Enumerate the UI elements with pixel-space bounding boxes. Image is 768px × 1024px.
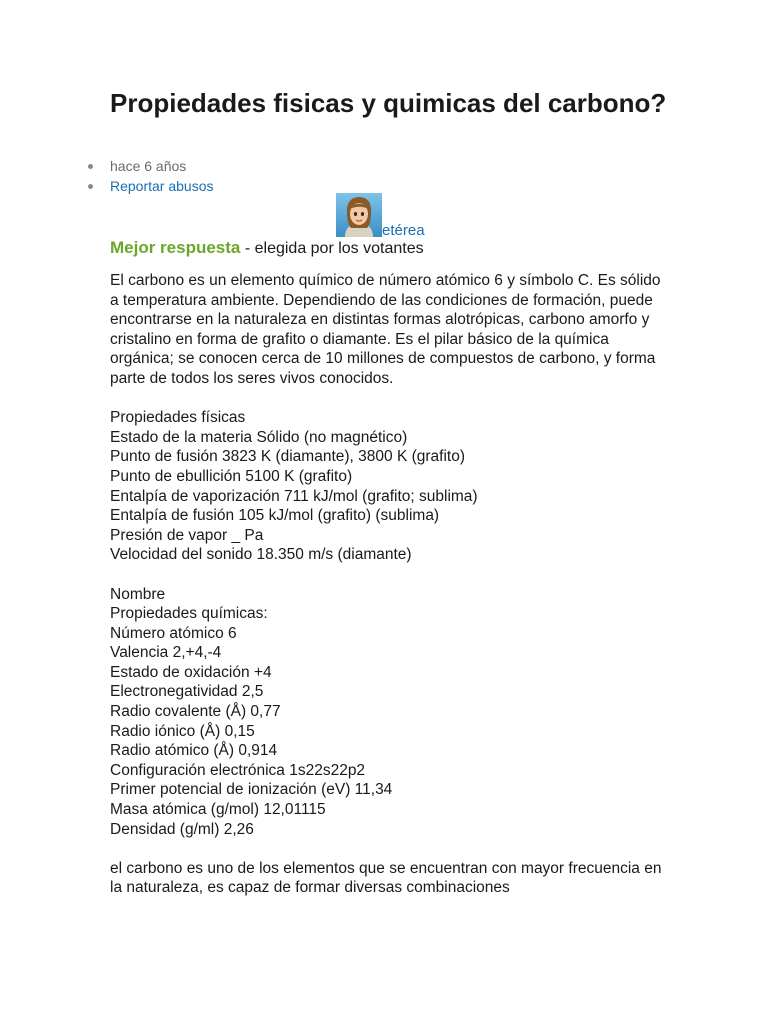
physical-line: Punto de ebullición 5100 K (grafito) [110,467,353,485]
chemical-line: Densidad (g/ml) 2,26 [110,820,254,838]
chosen-by-text: - elegida por los votantes [240,240,424,257]
physical-line: Entalpía de fusión 105 kJ/mol (grafito) (sublima) [110,507,440,525]
answer-body [110,271,670,898]
physical-line: Propiedades físicas [110,409,246,427]
best-answer-header [110,238,424,258]
bullet-icon [88,184,93,189]
paragraph-gap [110,565,670,585]
paragraph-gap [110,389,670,409]
report-abuse-link[interactable]: Reportar abusos [110,178,214,194]
physical-line: Punto de fusión 3823 K (diamante), 3800 K (grafito) [110,448,465,466]
best-answer-label: Mejor respuesta [110,238,241,257]
physical-line: Estado de la materia Sólido (no magnético) [110,428,408,446]
posted-time: hace 6 años [110,158,187,174]
chemical-line: Nombre [110,585,166,603]
meta-item-report[interactable] [110,176,214,196]
question-title: Propiedades fisicas y quimicas del carbono? [110,88,667,118]
chemical-line: Número atómico 6 [110,624,237,642]
physical-line: Entalpía de vaporización 711 kJ/mol (grafito; sublima) [110,487,478,505]
chemical-line: Electronegatividad 2,5 [110,683,264,701]
chemical-line: Radio atómico (Å) 0,914 [110,742,278,760]
physical-line: Presión de vapor _ Pa [110,526,264,544]
answer-closing: el carbono es uno de los elementos que se encuentran con mayor frecuencia en la naturaleza, es capaz de formar diversas combinaciones [110,859,662,897]
chemical-line: Radio covalente (Å) 0,77 [110,703,281,721]
user-avatar-icon[interactable] [336,193,382,237]
chemical-line: Propiedades químicas: [110,605,268,623]
chemical-line: Valencia 2,+4,-4 [110,644,222,662]
chemical-line: Configuración electrónica 1s22s22p2 [110,761,366,779]
chemical-line: Primer potencial de ionización (eV) 11,34 [110,781,393,799]
answer-intro: El carbono es un elemento químico de número atómico 6 y símbolo C. Es sólido a temperatura ambiente. Dependiendo de las condiciones de formación, puede encontrarse en la naturaleza en distintas formas alotrópicas, carbono amorfo y cristalino en forma de grafito o diamante. Es el pilar básico de la química orgánica; se conocen cerca de 10 millones de compuestos de carbono, y forma parte de todos los seres vivos conocidos. [110,272,661,387]
chemical-line: Estado de oxidación +4 [110,663,272,681]
physical-line: Velocidad del sonido 18.350 m/s (diamante) [110,546,412,564]
meta-item-time [110,156,214,176]
chemical-line: Radio iónico (Å) 0,15 [110,722,255,740]
author-name-link[interactable]: etérea [382,222,425,239]
bullet-icon [88,164,93,169]
question-meta-list [110,156,214,196]
chemical-line: Masa atómica (g/mol) 12,01115 [110,801,326,819]
answer-page [110,86,670,897]
paragraph-gap [110,839,670,859]
